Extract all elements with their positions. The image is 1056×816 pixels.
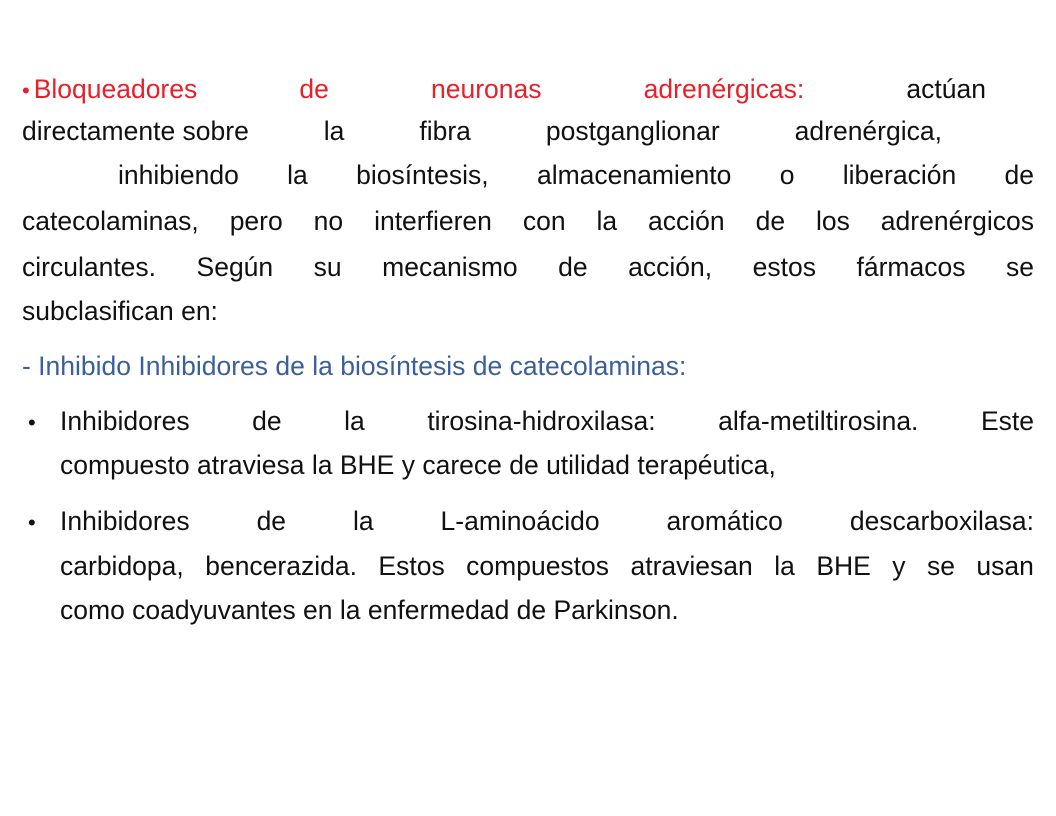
body-word: tirosina-hidroxilasa: xyxy=(427,406,656,436)
paragraph-line-1 xyxy=(22,76,1034,103)
body-word: mecanismo xyxy=(382,252,518,282)
bullet-icon: • xyxy=(28,510,36,535)
body-word: estos xyxy=(752,252,816,282)
list-item-line xyxy=(60,408,1034,435)
paragraph-line-2 xyxy=(22,118,942,145)
section-heading-text: - Inhibido Inhibidores de la biosíntesis de catecolaminas: xyxy=(22,351,687,381)
body-word: Estos xyxy=(378,551,445,581)
body-word: directamente sobre xyxy=(22,116,249,146)
body-word: bencerazida. xyxy=(205,551,357,581)
red-term-word: • Bloqueadores xyxy=(22,74,198,104)
list-item-line xyxy=(60,553,1034,580)
list-item-line xyxy=(60,508,1034,535)
body-word: la xyxy=(596,206,618,236)
body-word: interfieren xyxy=(374,206,492,236)
body-word: circulantes. xyxy=(22,252,157,282)
list-item-line xyxy=(60,452,1034,479)
paragraph-line-5 xyxy=(22,254,1034,281)
red-term-word: de xyxy=(299,74,329,104)
body-word: y xyxy=(892,551,906,581)
body-word: L-aminoácido xyxy=(440,506,600,536)
body-word: con xyxy=(522,206,566,236)
body-word: la xyxy=(774,551,795,581)
body-word: la xyxy=(287,160,308,190)
body-word: como coadyuvantes en la enfermedad de Parkinson. xyxy=(60,595,679,625)
body-word: fármacos xyxy=(856,252,966,282)
body-word: usan xyxy=(976,551,1034,581)
body-word: compuesto atraviesa la BHE y carece de utilidad terapéutica, xyxy=(60,450,776,480)
body-word: la xyxy=(352,506,374,536)
body-word: BHE xyxy=(816,551,871,581)
body-word: acción, xyxy=(628,252,713,282)
body-word: Inhibidores xyxy=(60,506,190,536)
body-word: actúan xyxy=(906,74,986,104)
red-term-word: neuronas xyxy=(431,74,542,104)
body-word: de xyxy=(558,252,588,282)
body-word: su xyxy=(313,252,342,282)
body-word: Este xyxy=(980,406,1034,436)
body-word: alfa-metiltirosina. xyxy=(718,406,919,436)
body-word: catecolaminas, xyxy=(22,206,199,236)
body-word: liberación xyxy=(842,160,957,190)
body-word: la xyxy=(344,406,365,436)
body-word: postganglionar xyxy=(545,116,720,146)
body-word: se xyxy=(926,551,955,581)
body-word: o xyxy=(779,160,795,190)
body-word: de xyxy=(755,206,786,236)
body-word: los xyxy=(815,206,850,236)
section-heading xyxy=(22,353,1034,380)
body-word: adrenérgicos xyxy=(880,206,1034,236)
bullet-icon: • xyxy=(22,78,30,103)
body-word: la xyxy=(323,116,345,146)
body-word: de xyxy=(252,406,282,436)
paragraph-line-4 xyxy=(22,208,1034,235)
body-word: inhibiendo xyxy=(118,160,239,190)
body-word: pero xyxy=(229,206,283,236)
body-word: fibra xyxy=(419,116,471,146)
body-word: de xyxy=(1004,160,1034,190)
body-word: Según xyxy=(196,252,274,282)
body-word: biosíntesis, xyxy=(356,160,489,190)
body-word: acción xyxy=(648,206,725,236)
bullet-icon: • xyxy=(28,410,36,435)
body-word: de xyxy=(256,506,287,536)
paragraph-line-3 xyxy=(118,162,1034,189)
body-word: se xyxy=(1005,252,1034,282)
body-word: atraviesan xyxy=(630,551,753,581)
body-word: adrenérgica, xyxy=(794,116,942,146)
body-word: aromático xyxy=(666,506,783,536)
body-word: subclasifican en: xyxy=(22,296,218,326)
body-word: compuestos xyxy=(466,551,610,581)
body-word: carbidopa, xyxy=(60,551,184,581)
body-word: no xyxy=(313,206,344,236)
list-item-line xyxy=(60,597,1034,624)
body-word: almacenamiento xyxy=(536,160,732,190)
paragraph-line-6 xyxy=(22,298,1034,325)
body-word: descarboxilasa: xyxy=(849,506,1034,536)
body-word: Inhibidores xyxy=(60,406,190,436)
red-term-word: adrenérgicas: xyxy=(643,74,805,104)
